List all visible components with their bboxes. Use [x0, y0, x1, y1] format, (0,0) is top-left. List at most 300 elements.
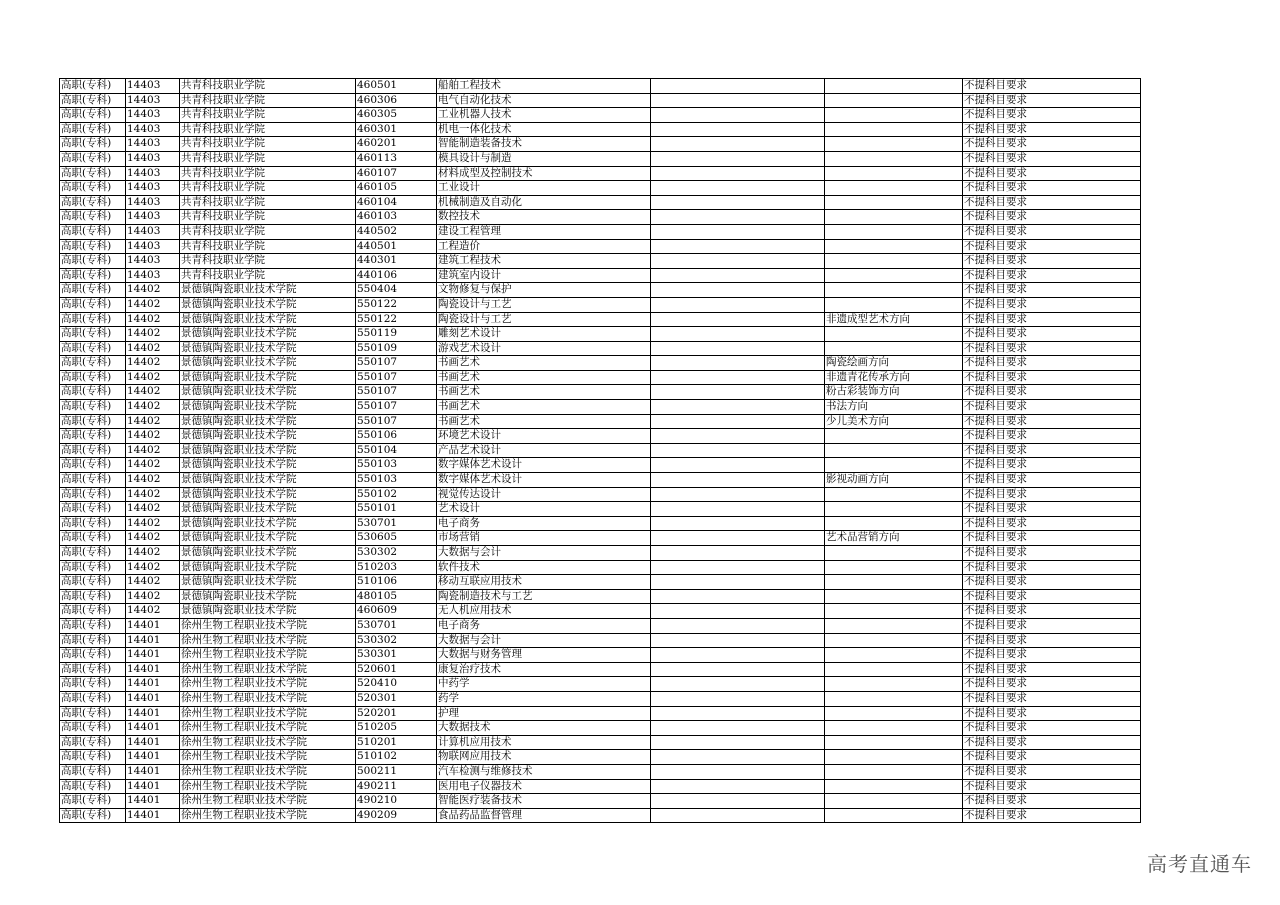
school-name-cell: 景德镇陶瓷职业技术学院 — [180, 400, 356, 415]
school-code-cell: 14402 — [126, 589, 180, 604]
note-cell — [651, 546, 825, 561]
major-code-cell: 530701 — [356, 516, 437, 531]
table-row — [60, 254, 1141, 269]
major-code-cell: 530302 — [356, 546, 437, 561]
school-code-cell: 14403 — [126, 166, 180, 181]
direction-cell — [825, 618, 963, 633]
direction-cell — [825, 589, 963, 604]
major-name-cell: 环境艺术设计 — [437, 429, 651, 444]
table-row — [60, 779, 1141, 794]
table-row — [60, 122, 1141, 137]
school-code-cell: 14402 — [126, 546, 180, 561]
major-name-cell: 智能制造装备技术 — [437, 137, 651, 152]
note-cell — [651, 691, 825, 706]
note-cell — [651, 93, 825, 108]
level-cell: 高职(专科) — [60, 224, 126, 239]
note-cell — [651, 122, 825, 137]
level-cell: 高职(专科) — [60, 560, 126, 575]
level-cell: 高职(专科) — [60, 385, 126, 400]
major-code-cell: 460201 — [356, 137, 437, 152]
school-name-cell: 徐州生物工程职业技术学院 — [180, 750, 356, 765]
subject-requirement-cell: 不提科目要求 — [963, 735, 1141, 750]
major-name-cell: 模具设计与制造 — [437, 151, 651, 166]
major-code-cell: 460609 — [356, 604, 437, 619]
level-cell: 高职(专科) — [60, 633, 126, 648]
major-code-cell: 440106 — [356, 268, 437, 283]
major-code-cell: 460104 — [356, 195, 437, 210]
table-row — [60, 400, 1141, 415]
major-name-cell: 移动互联应用技术 — [437, 575, 651, 590]
note-cell — [651, 400, 825, 415]
note-cell — [651, 575, 825, 590]
table-row — [60, 297, 1141, 312]
school-name-cell: 景德镇陶瓷职业技术学院 — [180, 429, 356, 444]
level-cell: 高职(专科) — [60, 414, 126, 429]
direction-cell — [825, 458, 963, 473]
level-cell: 高职(专科) — [60, 735, 126, 750]
school-code-cell: 14402 — [126, 604, 180, 619]
school-code-cell: 14402 — [126, 458, 180, 473]
note-cell — [651, 487, 825, 502]
major-name-cell: 康复治疗技术 — [437, 662, 651, 677]
level-cell: 高职(专科) — [60, 400, 126, 415]
direction-cell: 非遗成型艺术方向 — [825, 312, 963, 327]
direction-cell: 少儿美术方向 — [825, 414, 963, 429]
major-code-cell: 550107 — [356, 356, 437, 371]
direction-cell — [825, 691, 963, 706]
level-cell: 高职(专科) — [60, 210, 126, 225]
major-code-cell: 530605 — [356, 531, 437, 546]
table-row — [60, 502, 1141, 517]
note-cell — [651, 764, 825, 779]
level-cell: 高职(专科) — [60, 79, 126, 94]
subject-requirement-cell: 不提科目要求 — [963, 122, 1141, 137]
subject-requirement-cell: 不提科目要求 — [963, 443, 1141, 458]
major-name-cell: 文物修复与保护 — [437, 283, 651, 298]
major-name-cell: 艺术设计 — [437, 502, 651, 517]
level-cell: 高职(专科) — [60, 794, 126, 809]
major-code-cell: 440501 — [356, 239, 437, 254]
subject-requirement-cell: 不提科目要求 — [963, 166, 1141, 181]
school-code-cell: 14403 — [126, 268, 180, 283]
school-code-cell: 14402 — [126, 400, 180, 415]
note-cell — [651, 604, 825, 619]
note-cell — [651, 633, 825, 648]
subject-requirement-cell: 不提科目要求 — [963, 356, 1141, 371]
table-row — [60, 151, 1141, 166]
major-name-cell: 工程造价 — [437, 239, 651, 254]
direction-cell — [825, 283, 963, 298]
subject-requirement-cell: 不提科目要求 — [963, 487, 1141, 502]
direction-cell — [825, 297, 963, 312]
table-row — [60, 327, 1141, 342]
major-name-cell: 视觉传达设计 — [437, 487, 651, 502]
school-code-cell: 14402 — [126, 560, 180, 575]
level-cell: 高职(专科) — [60, 779, 126, 794]
level-cell: 高职(专科) — [60, 589, 126, 604]
major-code-cell: 460105 — [356, 181, 437, 196]
admission-table — [59, 78, 1141, 823]
major-name-cell: 产品艺术设计 — [437, 443, 651, 458]
level-cell: 高职(专科) — [60, 341, 126, 356]
table-row — [60, 195, 1141, 210]
note-cell — [651, 706, 825, 721]
direction-cell: 书法方向 — [825, 400, 963, 415]
school-code-cell: 14401 — [126, 706, 180, 721]
level-cell: 高职(专科) — [60, 750, 126, 765]
major-code-cell: 530701 — [356, 618, 437, 633]
table-row — [60, 210, 1141, 225]
school-code-cell: 14401 — [126, 779, 180, 794]
subject-requirement-cell: 不提科目要求 — [963, 779, 1141, 794]
table-row — [60, 356, 1141, 371]
school-name-cell: 共青科技职业学院 — [180, 151, 356, 166]
table-row — [60, 443, 1141, 458]
school-name-cell: 景德镇陶瓷职业技术学院 — [180, 443, 356, 458]
major-code-cell: 490210 — [356, 794, 437, 809]
note-cell — [651, 808, 825, 823]
major-name-cell: 食品药品监督管理 — [437, 808, 651, 823]
direction-cell — [825, 779, 963, 794]
school-name-cell: 共青科技职业学院 — [180, 239, 356, 254]
school-code-cell: 14402 — [126, 502, 180, 517]
major-code-cell: 550122 — [356, 312, 437, 327]
direction-cell — [825, 93, 963, 108]
subject-requirement-cell: 不提科目要求 — [963, 575, 1141, 590]
major-code-cell: 550106 — [356, 429, 437, 444]
direction-cell: 影视动画方向 — [825, 473, 963, 488]
direction-cell — [825, 487, 963, 502]
school-name-cell: 共青科技职业学院 — [180, 79, 356, 94]
subject-requirement-cell: 不提科目要求 — [963, 312, 1141, 327]
table-row — [60, 516, 1141, 531]
direction-cell — [825, 735, 963, 750]
major-name-cell: 数控技术 — [437, 210, 651, 225]
major-name-cell: 陶瓷设计与工艺 — [437, 312, 651, 327]
subject-requirement-cell: 不提科目要求 — [963, 151, 1141, 166]
major-code-cell: 500211 — [356, 764, 437, 779]
subject-requirement-cell: 不提科目要求 — [963, 808, 1141, 823]
major-name-cell: 机械制造及自动化 — [437, 195, 651, 210]
subject-requirement-cell: 不提科目要求 — [963, 648, 1141, 663]
subject-requirement-cell: 不提科目要求 — [963, 691, 1141, 706]
school-code-cell: 14403 — [126, 122, 180, 137]
subject-requirement-cell: 不提科目要求 — [963, 764, 1141, 779]
school-code-cell: 14403 — [126, 108, 180, 123]
level-cell: 高职(专科) — [60, 473, 126, 488]
table-row — [60, 618, 1141, 633]
level-cell: 高职(专科) — [60, 546, 126, 561]
level-cell: 高职(专科) — [60, 662, 126, 677]
school-name-cell: 共青科技职业学院 — [180, 210, 356, 225]
direction-cell — [825, 575, 963, 590]
note-cell — [651, 254, 825, 269]
school-name-cell: 景德镇陶瓷职业技术学院 — [180, 560, 356, 575]
note-cell — [651, 560, 825, 575]
school-name-cell: 景德镇陶瓷职业技术学院 — [180, 604, 356, 619]
table-row — [60, 662, 1141, 677]
subject-requirement-cell: 不提科目要求 — [963, 531, 1141, 546]
school-code-cell: 14403 — [126, 181, 180, 196]
major-name-cell: 护理 — [437, 706, 651, 721]
major-code-cell: 480105 — [356, 589, 437, 604]
school-name-cell: 共青科技职业学院 — [180, 224, 356, 239]
level-cell: 高职(专科) — [60, 239, 126, 254]
major-code-cell: 510205 — [356, 721, 437, 736]
direction-cell — [825, 677, 963, 692]
level-cell: 高职(专科) — [60, 297, 126, 312]
table-row — [60, 473, 1141, 488]
table-row — [60, 691, 1141, 706]
major-code-cell: 550104 — [356, 443, 437, 458]
major-code-cell: 520601 — [356, 662, 437, 677]
school-name-cell: 景德镇陶瓷职业技术学院 — [180, 589, 356, 604]
note-cell — [651, 181, 825, 196]
school-code-cell: 14403 — [126, 195, 180, 210]
major-code-cell: 490211 — [356, 779, 437, 794]
major-name-cell: 书画艺术 — [437, 370, 651, 385]
school-code-cell: 14402 — [126, 516, 180, 531]
subject-requirement-cell: 不提科目要求 — [963, 254, 1141, 269]
school-code-cell: 14402 — [126, 283, 180, 298]
school-code-cell: 14402 — [126, 297, 180, 312]
school-name-cell: 徐州生物工程职业技术学院 — [180, 618, 356, 633]
major-code-cell: 460501 — [356, 79, 437, 94]
direction-cell — [825, 224, 963, 239]
major-name-cell: 大数据与会计 — [437, 633, 651, 648]
direction-cell: 粉古彩装饰方向 — [825, 385, 963, 400]
note-cell — [651, 589, 825, 604]
direction-cell — [825, 443, 963, 458]
school-code-cell: 14401 — [126, 735, 180, 750]
table-row — [60, 677, 1141, 692]
direction-cell — [825, 750, 963, 765]
major-name-cell: 大数据与财务管理 — [437, 648, 651, 663]
school-name-cell: 景德镇陶瓷职业技术学院 — [180, 546, 356, 561]
major-code-cell: 550107 — [356, 414, 437, 429]
major-code-cell: 520201 — [356, 706, 437, 721]
level-cell: 高职(专科) — [60, 356, 126, 371]
table-row — [60, 93, 1141, 108]
direction-cell — [825, 808, 963, 823]
school-code-cell: 14403 — [126, 224, 180, 239]
note-cell — [651, 779, 825, 794]
school-name-cell: 景德镇陶瓷职业技术学院 — [180, 502, 356, 517]
note-cell — [651, 502, 825, 517]
major-code-cell: 460305 — [356, 108, 437, 123]
table-row — [60, 283, 1141, 298]
subject-requirement-cell: 不提科目要求 — [963, 633, 1141, 648]
major-code-cell: 510106 — [356, 575, 437, 590]
table-row — [60, 648, 1141, 663]
note-cell — [651, 429, 825, 444]
note-cell — [651, 210, 825, 225]
note-cell — [651, 458, 825, 473]
school-code-cell: 14402 — [126, 312, 180, 327]
school-code-cell: 14402 — [126, 414, 180, 429]
major-name-cell: 建筑室内设计 — [437, 268, 651, 283]
level-cell: 高职(专科) — [60, 516, 126, 531]
level-cell: 高职(专科) — [60, 268, 126, 283]
major-code-cell: 550404 — [356, 283, 437, 298]
level-cell: 高职(专科) — [60, 283, 126, 298]
direction-cell — [825, 166, 963, 181]
subject-requirement-cell: 不提科目要求 — [963, 283, 1141, 298]
school-name-cell: 景德镇陶瓷职业技术学院 — [180, 473, 356, 488]
level-cell: 高职(专科) — [60, 691, 126, 706]
school-code-cell: 14402 — [126, 385, 180, 400]
major-name-cell: 数字媒体艺术设计 — [437, 473, 651, 488]
subject-requirement-cell: 不提科目要求 — [963, 239, 1141, 254]
table-row — [60, 794, 1141, 809]
school-code-cell: 14402 — [126, 356, 180, 371]
watermark: 高考直通车 — [1147, 852, 1252, 876]
direction-cell — [825, 648, 963, 663]
level-cell: 高职(专科) — [60, 764, 126, 779]
major-name-cell: 药学 — [437, 691, 651, 706]
direction-cell: 非遗青花传承方向 — [825, 370, 963, 385]
level-cell: 高职(专科) — [60, 502, 126, 517]
school-code-cell: 14403 — [126, 137, 180, 152]
level-cell: 高职(专科) — [60, 721, 126, 736]
school-name-cell: 共青科技职业学院 — [180, 254, 356, 269]
level-cell: 高职(专科) — [60, 706, 126, 721]
table-row — [60, 750, 1141, 765]
major-code-cell: 550103 — [356, 473, 437, 488]
major-name-cell: 陶瓷制造技术与工艺 — [437, 589, 651, 604]
school-name-cell: 景德镇陶瓷职业技术学院 — [180, 575, 356, 590]
school-code-cell: 14403 — [126, 93, 180, 108]
school-code-cell: 14401 — [126, 677, 180, 692]
level-cell: 高职(专科) — [60, 254, 126, 269]
direction-cell — [825, 764, 963, 779]
note-cell — [651, 531, 825, 546]
table-row — [60, 108, 1141, 123]
level-cell: 高职(专科) — [60, 677, 126, 692]
major-code-cell: 550102 — [356, 487, 437, 502]
direction-cell — [825, 794, 963, 809]
level-cell: 高职(专科) — [60, 575, 126, 590]
table-row — [60, 312, 1141, 327]
school-name-cell: 景德镇陶瓷职业技术学院 — [180, 385, 356, 400]
subject-requirement-cell: 不提科目要求 — [963, 297, 1141, 312]
major-code-cell: 490209 — [356, 808, 437, 823]
subject-requirement-cell: 不提科目要求 — [963, 429, 1141, 444]
level-cell: 高职(专科) — [60, 648, 126, 663]
major-name-cell: 无人机应用技术 — [437, 604, 651, 619]
note-cell — [651, 648, 825, 663]
table-row — [60, 385, 1141, 400]
direction-cell — [825, 516, 963, 531]
note-cell — [651, 370, 825, 385]
school-name-cell: 景德镇陶瓷职业技术学院 — [180, 531, 356, 546]
school-name-cell: 徐州生物工程职业技术学院 — [180, 691, 356, 706]
school-name-cell: 景德镇陶瓷职业技术学院 — [180, 458, 356, 473]
major-code-cell: 550101 — [356, 502, 437, 517]
school-code-cell: 14402 — [126, 429, 180, 444]
subject-requirement-cell: 不提科目要求 — [963, 370, 1141, 385]
subject-requirement-cell: 不提科目要求 — [963, 662, 1141, 677]
major-code-cell: 550107 — [356, 400, 437, 415]
table-row — [60, 735, 1141, 750]
school-name-cell: 共青科技职业学院 — [180, 93, 356, 108]
direction-cell — [825, 195, 963, 210]
subject-requirement-cell: 不提科目要求 — [963, 224, 1141, 239]
note-cell — [651, 443, 825, 458]
major-name-cell: 计算机应用技术 — [437, 735, 651, 750]
subject-requirement-cell: 不提科目要求 — [963, 458, 1141, 473]
major-name-cell: 汽车检测与维修技术 — [437, 764, 651, 779]
direction-cell — [825, 210, 963, 225]
major-code-cell: 460301 — [356, 122, 437, 137]
major-code-cell: 440502 — [356, 224, 437, 239]
major-name-cell: 建筑工程技术 — [437, 254, 651, 269]
school-code-cell: 14403 — [126, 254, 180, 269]
level-cell: 高职(专科) — [60, 122, 126, 137]
level-cell: 高职(专科) — [60, 604, 126, 619]
direction-cell — [825, 633, 963, 648]
direction-cell — [825, 108, 963, 123]
school-name-cell: 徐州生物工程职业技术学院 — [180, 662, 356, 677]
major-code-cell: 550107 — [356, 385, 437, 400]
major-name-cell: 物联网应用技术 — [437, 750, 651, 765]
school-name-cell: 共青科技职业学院 — [180, 137, 356, 152]
major-code-cell: 520410 — [356, 677, 437, 692]
direction-cell — [825, 181, 963, 196]
major-code-cell: 520301 — [356, 691, 437, 706]
note-cell — [651, 166, 825, 181]
table-row — [60, 414, 1141, 429]
direction-cell — [825, 79, 963, 94]
major-code-cell: 550107 — [356, 370, 437, 385]
table-row — [60, 531, 1141, 546]
school-name-cell: 徐州生物工程职业技术学院 — [180, 764, 356, 779]
direction-cell — [825, 721, 963, 736]
school-name-cell: 景德镇陶瓷职业技术学院 — [180, 283, 356, 298]
subject-requirement-cell: 不提科目要求 — [963, 516, 1141, 531]
note-cell — [651, 473, 825, 488]
major-name-cell: 陶瓷设计与工艺 — [437, 297, 651, 312]
school-name-cell: 共青科技职业学院 — [180, 181, 356, 196]
school-name-cell: 徐州生物工程职业技术学院 — [180, 648, 356, 663]
note-cell — [651, 283, 825, 298]
major-code-cell: 460113 — [356, 151, 437, 166]
note-cell — [651, 297, 825, 312]
level-cell: 高职(专科) — [60, 181, 126, 196]
major-code-cell: 530302 — [356, 633, 437, 648]
direction-cell — [825, 604, 963, 619]
school-code-cell: 14403 — [126, 79, 180, 94]
subject-requirement-cell: 不提科目要求 — [963, 604, 1141, 619]
direction-cell — [825, 341, 963, 356]
school-name-cell: 共青科技职业学院 — [180, 108, 356, 123]
note-cell — [651, 327, 825, 342]
major-code-cell: 550119 — [356, 327, 437, 342]
major-name-cell: 工业设计 — [437, 181, 651, 196]
table-row — [60, 808, 1141, 823]
table-row — [60, 721, 1141, 736]
subject-requirement-cell: 不提科目要求 — [963, 560, 1141, 575]
school-name-cell: 徐州生物工程职业技术学院 — [180, 706, 356, 721]
major-name-cell: 雕刻艺术设计 — [437, 327, 651, 342]
table-row — [60, 224, 1141, 239]
major-name-cell: 数字媒体艺术设计 — [437, 458, 651, 473]
school-name-cell: 徐州生物工程职业技术学院 — [180, 808, 356, 823]
table-row — [60, 575, 1141, 590]
table-row — [60, 487, 1141, 502]
direction-cell — [825, 327, 963, 342]
major-name-cell: 软件技术 — [437, 560, 651, 575]
